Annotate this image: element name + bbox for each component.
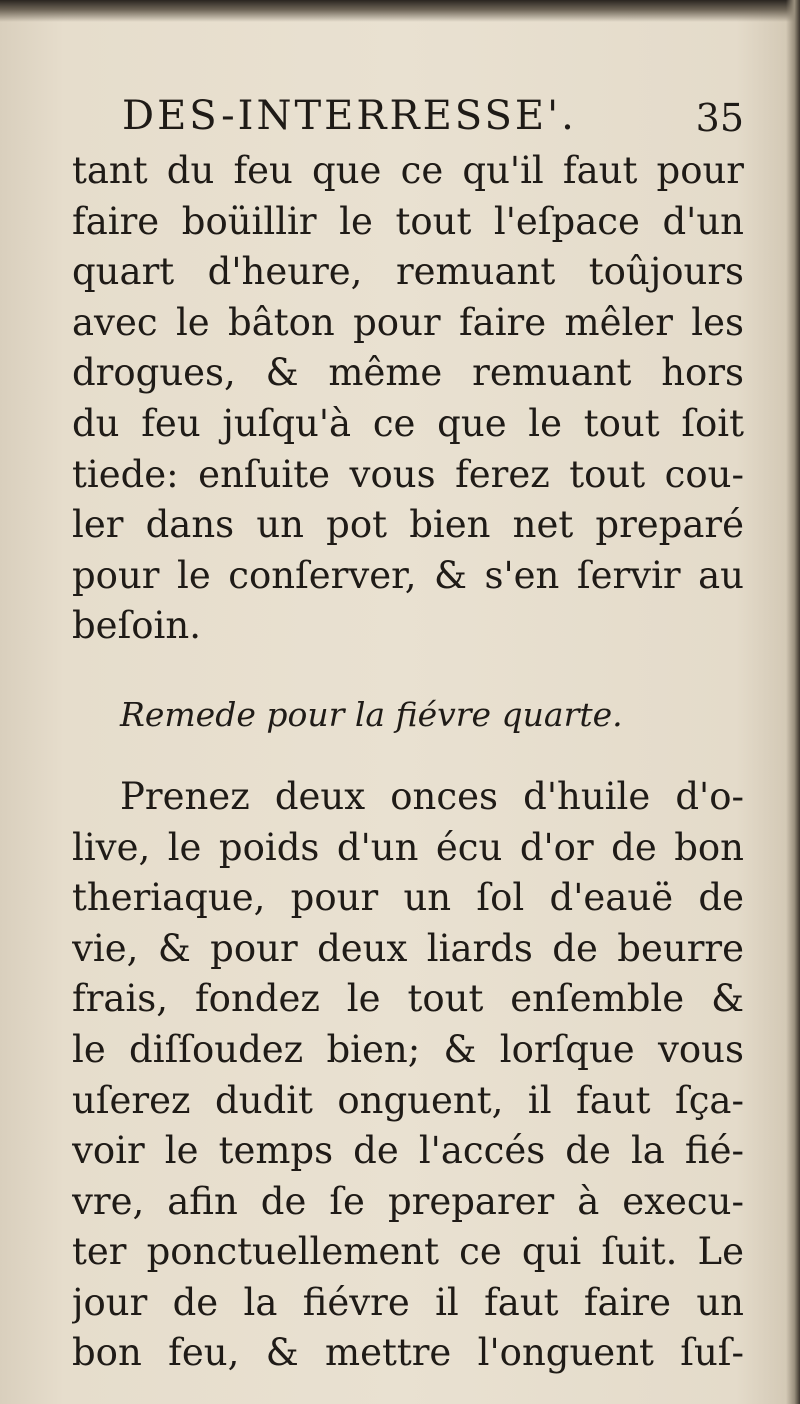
text-line: bon feu, & mettre l'onguent ſuſ-	[72, 1331, 744, 1375]
text-line: ler dans un pot bien net preparé	[72, 503, 744, 547]
text-line: drogues, & même remuant hors	[72, 351, 744, 395]
text-line: pour le conſerver, & s'en ſervir au	[72, 553, 744, 597]
text-line: ter ponctuellement ce qui ſuit. Le	[72, 1230, 744, 1274]
text-line: frais, fondez le tout enſemble &	[72, 977, 744, 1021]
text-line: uſerez dudit onguent, il faut ſça-	[72, 1078, 744, 1122]
text-line: du feu juſqu'à ce que le tout ſoit	[72, 401, 744, 445]
text-line: tant du feu que ce qu'il faut pour	[72, 149, 744, 192]
text-line: le diſſoudez bien; & lorſque vous	[72, 1027, 744, 1071]
paragraph-2	[72, 772, 744, 1379]
text-line: beſoin.	[72, 604, 201, 648]
text-line: Prenez deux onces d'huile d'o-	[120, 774, 744, 818]
text-line: quart d'heure, remuant toûjours	[72, 250, 744, 294]
paragraph-1	[72, 146, 744, 652]
text-line: vre, afin de ſe preparer à execu-	[72, 1179, 744, 1223]
text-line: tiede: enſuite vous ferez tout cou-	[72, 452, 744, 496]
text-line: jour de la fiévre il faut faire un	[72, 1280, 744, 1324]
running-head	[72, 86, 744, 146]
page-text	[72, 86, 744, 1379]
page-number: 35	[695, 96, 744, 140]
text-line: avec le bâton pour faire mêler les	[72, 300, 744, 344]
text-line: voir le temps de l'accés de la fié-	[72, 1129, 744, 1173]
text-line: vie, & pour deux liards de beurre	[72, 926, 744, 970]
text-line: live, le poids d'un écu d'or de bon	[72, 825, 744, 869]
running-head-title: DES-INTERRESSE'.	[122, 93, 577, 139]
text-line: faire boüillir le tout l'eſpace d'un	[72, 199, 744, 243]
section-heading: Remede pour la fiévre quarte.	[120, 694, 623, 734]
text-line: theriaque, pour un ſol d'eauë de	[72, 876, 744, 920]
